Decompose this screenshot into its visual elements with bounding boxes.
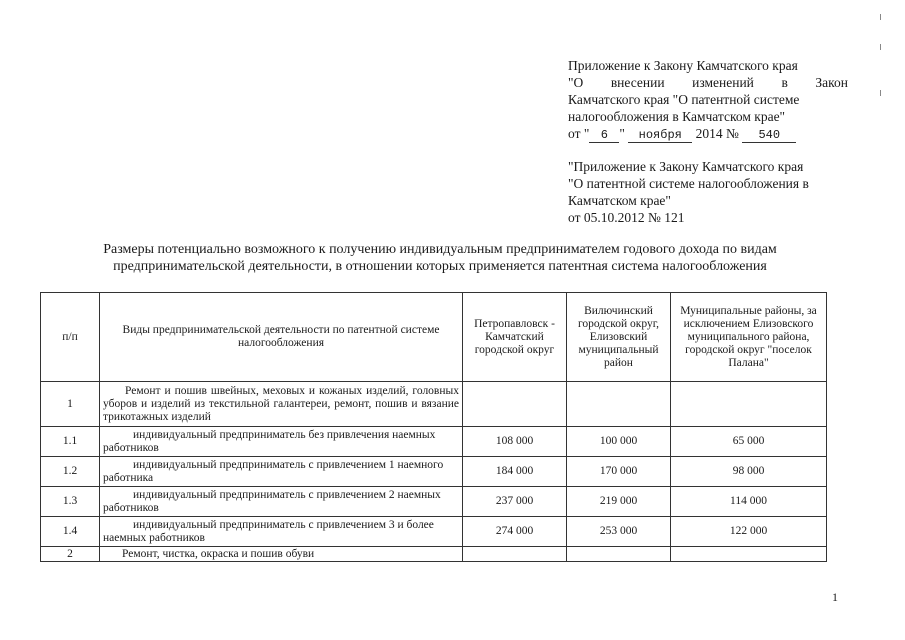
document-heading [40,241,840,275]
table-row [41,457,827,487]
table-header-row [41,293,827,382]
header-activity: Виды предпринимательской деятельности по патентной системе налогообложения [100,293,463,382]
row-value-col2: 170 000 [567,457,671,487]
row-value-col1: 108 000 [463,427,567,457]
header-col1: Петропавловск - Камчатский городской округ [463,293,567,382]
row-num: 1.1 [41,427,100,457]
row-value-col1: 274 000 [463,517,567,547]
row-value-col1: 237 000 [463,487,567,517]
row-value-col2: 219 000 [567,487,671,517]
scan-mark [880,90,881,96]
date-number: 540 [742,129,796,143]
row-activity: индивидуальный предприниматель без привлечения наемных работников [100,427,463,457]
heading-line-2: предпринимательской деятельности, в отношении которых применяется патентная система налогообложения [113,259,767,274]
row-value-col3 [671,382,827,427]
heading-line-1: Размеры потенциально возможного к получению индивидуальным предпринимателем годового дохода по видам [103,242,777,257]
annex-original-line-3: Камчатском крае" [568,193,671,208]
row-num: 1.3 [41,487,100,517]
date-day: 6 [589,129,619,143]
row-activity: индивидуальный предприниматель с привлечением 3 и более наемных работников [100,517,463,547]
annex-line-3: Камчатского края "О патентной системе [568,92,800,107]
date-month: ноября [628,129,692,143]
row-activity: индивидуальный предприниматель с привлечением 1 наемного работника [100,457,463,487]
row-value-col3: 114 000 [671,487,827,517]
table-row [41,382,827,427]
annex-word: внесении [610,75,665,90]
header-col2: Вилючинский городской округ, Елизовский муниципальный район [567,293,671,382]
date-mid: " [619,126,625,141]
row-value-col3 [671,547,827,562]
row-activity: индивидуальный предприниматель с привлечением 2 наемных работников [100,487,463,517]
row-value-col3: 65 000 [671,427,827,457]
row-value-col3: 98 000 [671,457,827,487]
table-row [41,487,827,517]
row-value-col1: 184 000 [463,457,567,487]
page-number: 1 [832,590,838,604]
table-row [41,517,827,547]
scan-mark [880,44,881,50]
row-value-col1 [463,547,567,562]
table-row [41,427,827,457]
row-activity: Ремонт, чистка, окраска и пошив обуви [100,547,463,562]
annex-original-line-1: "Приложение к Закону Камчатского края [568,159,804,174]
annex-line-1: Приложение к Закону Камчатского края [568,58,798,73]
row-num: 2 [41,547,100,562]
annex-word: в [781,75,788,90]
row-num: 1.4 [41,517,100,547]
annex-original-line-2: "О патентной системе налогообложения в [568,176,809,191]
row-value-col3: 122 000 [671,517,827,547]
annex-original [568,158,848,226]
annex-line-4: налогообложения в Камчатском крае" [568,109,786,124]
date-year: 2014 № [695,126,739,141]
row-value-col2 [567,382,671,427]
row-num: 1 [41,382,100,427]
annex-word: "О [568,75,584,90]
row-num: 1.2 [41,457,100,487]
row-activity: Ремонт и пошив швейных, меховых и кожаных изделий, головных уборов и изделий из текстильной галантереи, ремонт, пошив и вязание трикотажных изделий [100,382,463,427]
annex-line-2 [568,74,848,91]
row-value-col1 [463,382,567,427]
annex-original-line-4: от 05.10.2012 № 121 [568,210,685,225]
header-num: п/п [41,293,100,382]
table-row [41,547,827,562]
income-table [40,292,827,562]
annex-word: изменений [692,75,754,90]
row-value-col2 [567,547,671,562]
row-value-col2: 100 000 [567,427,671,457]
header-col3: Муниципальные районы, за исключением Елизовского муниципального района, городской округ "поселок Палана" [671,293,827,382]
date-prefix: от " [568,126,590,141]
scan-mark [880,14,881,20]
annex-date-line [568,125,848,143]
row-value-col2: 253 000 [567,517,671,547]
annex-header [568,57,848,143]
annex-word: Закон [815,75,848,90]
